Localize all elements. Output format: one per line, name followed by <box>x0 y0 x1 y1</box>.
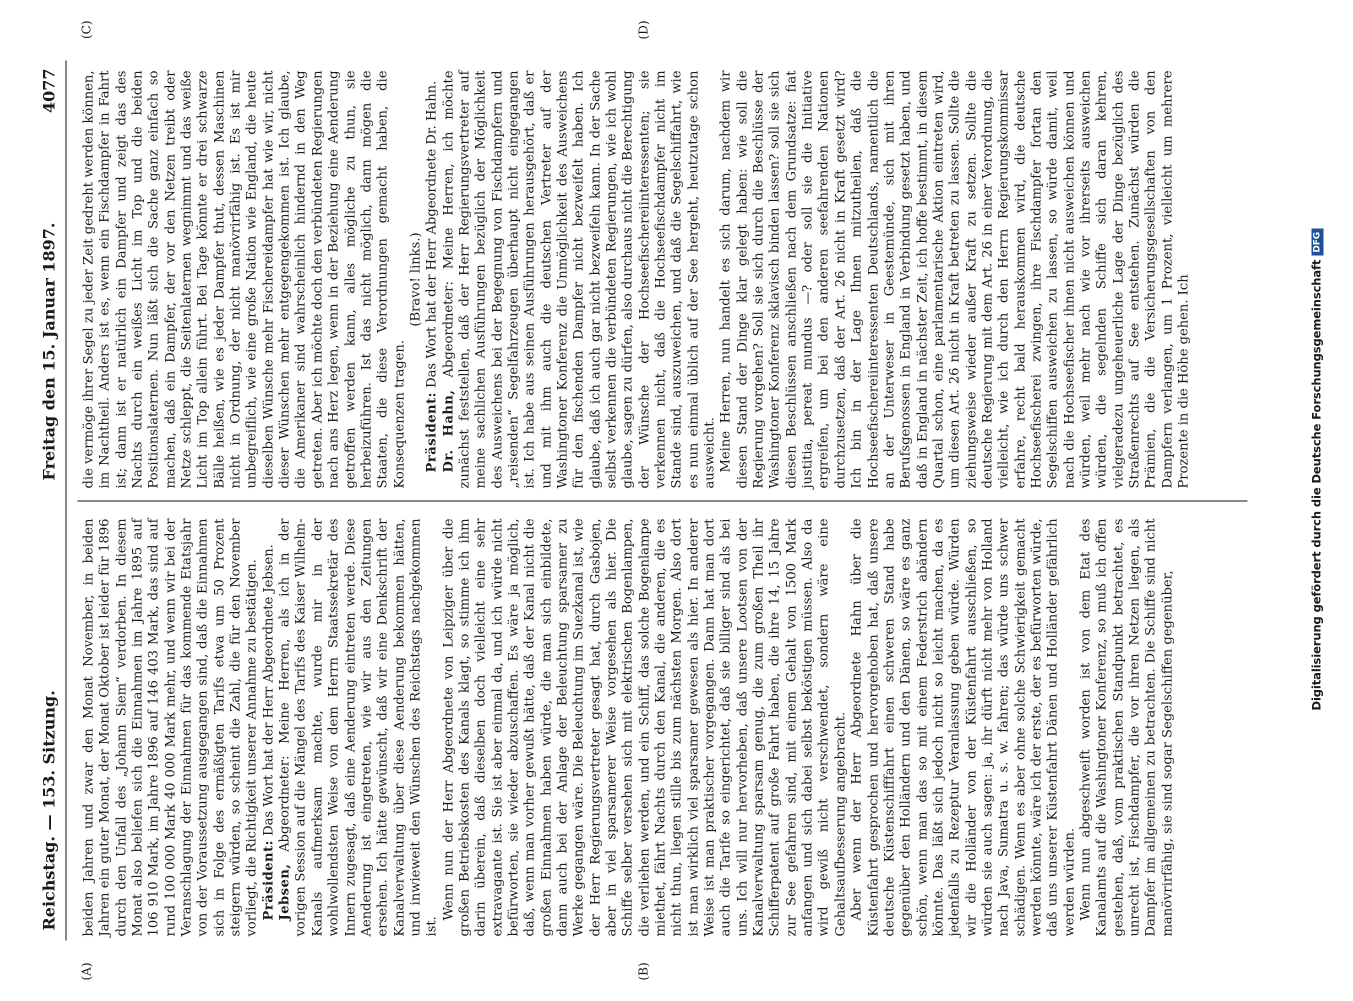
paragraph: beiden Jahren und zwar den Monat November, in beiden Jahren ein guter Monat, der Monat Oktober ist leider für 1896 durch den Unfall des „Johann Siem“ verdorben. In diesem Monat also beliefen sich die Einnahmen im Jahre 1895 auf 106 910 Mark, im Jahre 1896 auf 146 403 Mark, das sind auf rund 100 000 Mark 40 000 Mark mehr, und wenn wir bei der Veranschlagung der Einnahmen für das kommende Etatsjahr von der Voraussetzung ausgegangen sind, daß die Einnahmen sich in Folge des ermäßigten Tarifs etwa um 50 Prozent steigern würden, so scheint die Zahl, die für den November vorliegt, die Richtigkeit unserer Annahme zu bestätigen. <box>81 518 260 937</box>
margin-marker-a: (A) <box>79 962 94 981</box>
rotated-page-frame <box>0 1 1353 1001</box>
newspaper-page <box>0 1 1353 1001</box>
speaker-name: Präsident: <box>261 840 277 921</box>
paragraph: Meine Herren, nun handelt es sich darum, nachdem wir diesen Stand der Dinge klar gelegt haben: wie soll die Regierung vorgehen? Soll sie sich durch die Beschlüsse der Washingtoner Konferenz sklavisch binden lassen? soll sie sich diesen Beschlüssen anschließen nach dem Grundsatze: fiat justitia, pereat mundus —? oder soll sie die Initiative ergreifen, um bei den anderen seefahrenden Nationen durchzusetzen, daß der Art. 26 nicht in Kraft gesetzt wird? Ich bin in der Lage Ihnen mitzutheilen, daß die Hochseefischereiinteressenten Deutschlands, namentlich die an der Unterweser in Geestemünde, sich mit ihren Berufsgenossen in England in Verbindung gesetzt haben, und daß in England in nächster Zeit, ich hoffe bestimmt, in diesem Quartal schon, eine parlamentarische Aktion eintreten wird, um diesen Art. 26 nicht in Kraft betreten zu lassen. Sollte die ziehungsweise wieder außer Kraft zu setzen. Sollte die deutsche Regierung mit dem Art. 26 in einer Verordnung, die vielleicht, wie ich durch den Herrn Regierungskommissar erfahre, recht bald herauskommen wird, die deutsche Hochseefischerei zwingen, ihre Fischdampfer fortan den Segelschiffen ausweichen zu lassen, so würde damit, weil nach die Hochseefischer ihnen nicht ausweichen können und würden, weil mehr nach wie vor ihrerseits ausweichen würden, die segelnden Schiffe sich daran kehren, vielgeradezu ungeheuerliche Lage der Dinge bezüglich des Straßenrechts auf See entstehen. Zunächst würden die Prämien, die die Versicherungsgesellschaften von den Dampfern verlangen, um 1 Prozent, vielleicht um mehrere Prozente in die Höhe gehen. Ich <box>718 70 1192 489</box>
paragraph: Wenn nun abgeschweift worden ist von dem Etat des Kanalamts auf die Washingtoner Konferenz, so muß ich offen gestehen, daß, vom praktischen Standpunkt betrachtet, es unrecht ist, Fischdampfer, die vor ihren Netzen liegen, als Dampfer im allgemeinen zu betrachten. Die Schiffe sind nicht manövrirfähig, sie sind sogar Segelschiffen gegenüber, <box>1078 518 1176 937</box>
running-header-left: Reichstag. — 153. Sitzung. <box>39 690 59 931</box>
speaker-name: Präsident: <box>424 392 440 473</box>
paragraph-speech: Dr. Hahn, Abgeordneter: Meine Herren, ich möchte zunächst feststellen, daß der Herr Regierungsvertreter auf meine sachlichen Ausführungen bezüglich der Möglichkeit des Ausweichens bei der Begegnung von Fischdampfern und „reisenden“ Segelfahrzeugen überhaupt nicht eingegangen ist. Ich habe aus seinen Ausführungen herausgehört, daß er und mit ihm auch die deutschen Vertreter auf der Washingtoner Konferenz die Unmöglichkeit des Ausweichens für den fischenden Dampfer nicht bezweifelt haben. Ich glaube, daß ich auch gar nicht bezweifeln kann. In der Sache selbst verkennen die verbündeten Regierungen, wie ich wohl glaube, sagen zu dürfen, also durchaus nicht die Berechtigung der Wünsche der Hochseefischereiinteressenten; sie verkennen nicht, daß die Hochseefischdampfer nicht im Stande sind, auszuweichen, und daß die Segelschiffahrt, wie es nun einmal üblich auf der See hergeht, heutzutage schon ausweicht. <box>441 70 718 489</box>
paragraph: Aber wenn der Herr Abgeordnete Hahn über die Küstenfahrt gesprochen und hervorgehoben hat, daß unsere deutsche Küstenschifffahrt einen schweren Stand habe gegenüber den Holländern und den Dänen, so wäre es ganz schön, wenn man das so mit einem Federstrich abändern könnte. Das läßt sich jedoch nicht so leicht machen, da es jedenfalls zu Rezeptur Veranlassung geben würde. Würden wir die Holländer von der Küstenfahrt ausschließen, so würden sie auch sagen: ja, ihr dürft nicht mehr von Holland nach Java, Sumatra u. s. w. fahren; das würde uns schwer schädigen. Wenn es aber ohne solche Schwierigkeit gemacht werden könnte, wäre ich der erste, der es befürworten würde, daß uns unserer Küstenfahrt Dänen und Holländer gefährlich werden würden. <box>849 518 1078 937</box>
paragraph-president: Präsident: Das Wort hat der Herr Abgeordnete Dr. Hahn. <box>424 80 440 473</box>
running-header-date: Freitag den 15. Januar 1897. <box>39 222 59 481</box>
margin-marker-d: (D) <box>636 20 651 40</box>
speaker-name: Jebsen, <box>277 863 293 921</box>
funding-credit-text: Digitalisierung gefördert durch die Deutsche Forschungsgemeinschaft <box>1309 259 1324 711</box>
paragraph-president: Präsident: Das Wort hat der Herr Abgeordnete Jebsen. <box>261 544 277 921</box>
page-number: 4077 <box>39 68 59 114</box>
paragraph: Wenn nun der Herr Abgeordnete von Leipziger über die großen Betriebskosten des Kanals klagt, so stimme ich ihm darin überein, daß dieselben doch vielleicht eine sehr extravagante ist. Sie ist aber einmal da, und ich würde nicht befürworten, sie wieder abzuschaffen. Es wäre ja möglich, daß, wenn man vorher gewußt hätte, daß der Kanal nicht die großen Einnahmen haben würde, die man sich einbildete, dann auch bei der Anlage der Beleuchtung sparsamer zu Werke gegangen wäre. Die Beleuchtung im Suezkanal ist, wie der Herr Regierungsvertreter gesagt hat, durch Gasbojen, aber in viel sparsamerer Weise vorgesehen als hier. Die Schiffe selber versehen sich mit elektrischen Bogenlampen, die verliehen werden, und ein Schiff, das solche Bogenlampe miethet, fährt Nachts durch den Kanal, die anderen, die es nicht thun, liegen stille bis zum nächsten Morgen. Also dort ist man wirklich viel sparsamer gewesen als hier. In anderer Weise ist man praktischer vorgegangen. Dann hat man dort auch die Tarife so eingerichtet, daß sie billiger sind als bei uns. Ich will nur hervorheben, daß unsere Lootsen von der Kanalverwaltung sparsam genug, die zum großen Theil ihr Schifferpatent auf große Fahrt haben, die ihre 14, 15 Jahre zur See gefahren sind, mit einem Gehalt von 1500 Mark anfangen und sich dabei selbst beköstigen müssen. Also da wird gewiß nicht verschwendet, sondern wäre eine Gehaltsaufbesserung angebracht. <box>441 518 849 937</box>
margin-marker-b: (B) <box>636 962 651 981</box>
funding-credit <box>1310 229 1324 711</box>
header-rule <box>66 61 67 941</box>
left-text-column <box>82 519 1177 937</box>
applause-note: (Bravo! links.) <box>408 232 424 327</box>
column-divider <box>78 501 1248 502</box>
paragraph: die vermöge ihrer Segel zu jeder Zeit gedreht werden können, im Nachtheil. Anders ist es, wenn ein Fischdampfer in Fahrt ist; dann ist er natürlich ein Dampfer und zeigt das des Nachts durch ein weißes Licht im Top und die beiden Positionslaternen. Nun läßt sich die Sache ganz einfach so machen, daß ein Dampfer, der vor den Netzen treibt oder Netze schleppt, die Seitenlaternen wegnimmt und das weiße Licht im Top allein führt. Bei Tage könnte er drei schwarze Bälle heißen, wie es jeder Dampfer thut, dessen Maschinen nicht in Ordnung, der nicht manövrirfähig ist. Es ist mir unbegreiflich, wie eine große Nation wie England, die heute dieselben Wünsche mehr Fischereidampfer hat wie wir, nicht dieser Wünschen mehr entgegengekommen ist. Ich glaube, die Amerikaner sind wahrscheinlich hindernd in den Weg getreten. Aber ich möchte doch den verbündeten Regierungen nach ans Herz legen, wenn in der Beziehung eine Aenderung getroffen werden kann, alles mögliche zu thun, sie herbeizuführen. Ist das nicht möglich, dann mögen die Staaten, die diese Verordnungen gemacht haben, die Konsequenzen tragen. <box>81 70 408 489</box>
speaker-name: Dr. Hahn, <box>441 389 457 473</box>
margin-marker-c: (C) <box>79 20 94 40</box>
right-text-column <box>82 71 1193 489</box>
paragraph-speech: Jebsen, Abgeordneter: Meine Herren, als ich in der vorigen Session auf die Mängel des Tarifs des Kaiser Wilhelm-Kanals aufmerksam machte, wurde mir in der wohlwollendsten Weise von dem Herrn Staatssekretär des Innern zugesagt, daß eine Aenderung eintreten werde. Diese Aenderung ist eingetreten, wie wir aus den Zeitungen ersehen. Ich hätte gewünscht, daß wir eine Denkschrift der Kanalverwaltung über diese Aenderung bekommen hätten, und inwieweit den Wünschen des Reichstags nachgekommen ist. <box>277 518 440 937</box>
dfg-logo: DFG <box>1312 229 1324 256</box>
